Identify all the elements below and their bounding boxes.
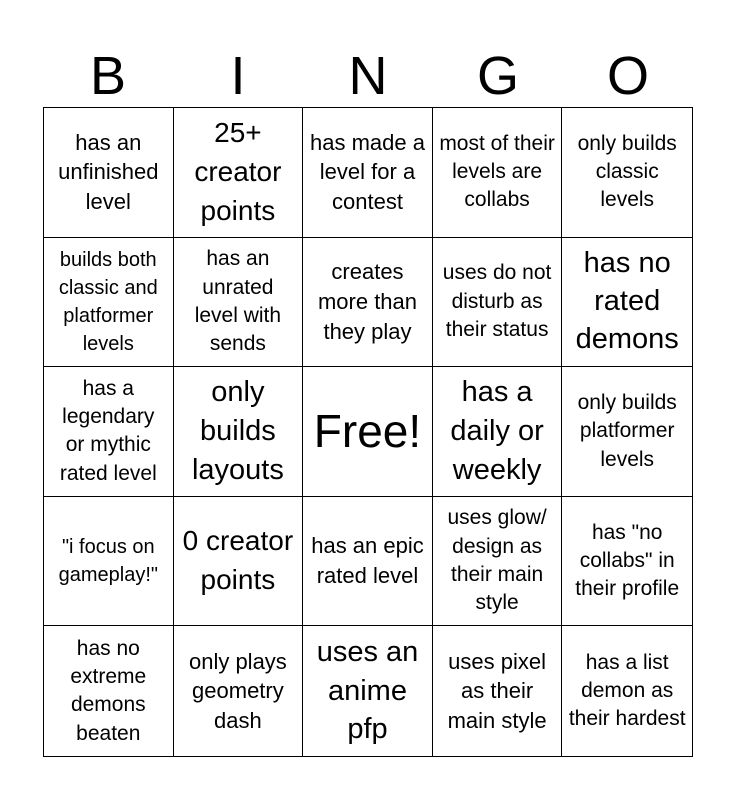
bingo-cell[interactable]: 0 creator points [174, 497, 304, 627]
bingo-cell[interactable]: uses do not disturb as their status [433, 238, 563, 368]
header-letter-n: N [348, 46, 388, 106]
bingo-cell[interactable]: has an unrated level with sends [174, 238, 304, 368]
bingo-board [43, 107, 693, 757]
bingo-cell[interactable]: has an epic rated level [303, 497, 433, 627]
bingo-cell[interactable]: has no extreme demons beaten [44, 626, 174, 756]
bingo-cell[interactable]: only builds classic levels [562, 108, 692, 238]
free-space[interactable]: Free! [303, 367, 433, 497]
bingo-cell[interactable]: has a daily or weekly [433, 367, 563, 497]
bingo-cell[interactable]: has made a level for a contest [303, 108, 433, 238]
bingo-cell[interactable]: has no rated demons [562, 238, 692, 368]
header-letter-g: G [476, 46, 519, 106]
bingo-cell[interactable]: "i focus on gameplay!" [44, 497, 174, 627]
bingo-cell[interactable]: creates more than they play [303, 238, 433, 368]
bingo-cell[interactable]: uses an anime pfp [303, 626, 433, 756]
bingo-cell[interactable]: has a list demon as their hardest [568, 650, 686, 731]
header-letter-b: B [89, 46, 127, 106]
bingo-cell[interactable]: only plays geometry dash [174, 626, 304, 756]
bingo-cell[interactable]: builds both classic and platformer levels [44, 238, 174, 368]
header-letter-o: O [606, 46, 649, 106]
bingo-cell[interactable]: only builds platformer levels [562, 367, 692, 497]
bingo-cell[interactable]: uses glow/ design as their main style [433, 497, 563, 627]
bingo-cell[interactable]: has "no collabs" in their profile [562, 497, 692, 627]
bingo-cell[interactable]: has an unfinished level [44, 108, 174, 238]
bingo-cell[interactable]: 25+ creator points [174, 108, 304, 238]
header-letter-i: I [230, 46, 246, 106]
bingo-cell[interactable]: has a legendary or mythic rated level [44, 367, 174, 497]
bingo-cell[interactable]: uses pixel as their main style [433, 626, 563, 756]
bingo-cell[interactable]: only builds layouts [174, 367, 304, 497]
bingo-cell[interactable]: most of their levels are collabs [433, 108, 563, 238]
bingo-header [43, 46, 693, 106]
